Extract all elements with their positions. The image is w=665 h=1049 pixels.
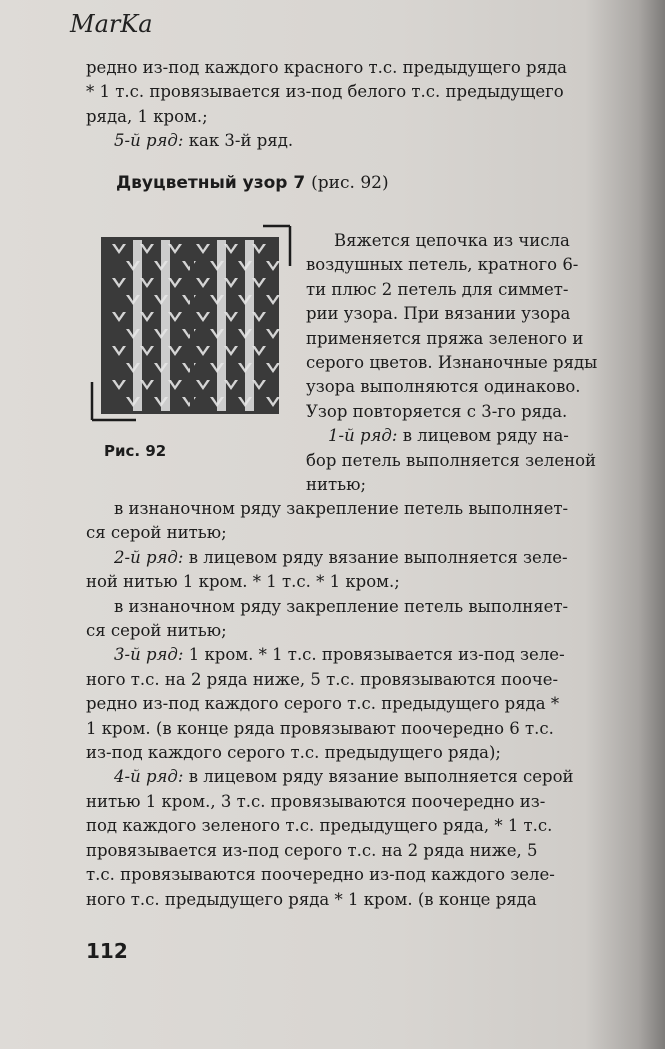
text-line: ной нитью 1 кром. * 1 т.с. * 1 кром.; bbox=[86, 572, 400, 592]
text-line: серого цветов. Изнаночные ряды bbox=[306, 353, 598, 373]
row-label: 1-й ряд: bbox=[328, 426, 398, 446]
pattern-name: Двуцветный узор 7 bbox=[116, 173, 306, 193]
rows-body bbox=[86, 497, 614, 912]
row-label: 2-й ряд: bbox=[114, 547, 184, 567]
text-line: ряда, 1 кром.; bbox=[86, 106, 208, 126]
knitting-pattern-figure bbox=[88, 222, 293, 422]
text-line: провязывается из-под серого т.с. на 2 ряда ниже, 5 bbox=[86, 840, 538, 860]
row-3-instruction bbox=[86, 643, 614, 667]
row-label: 3-й ряд: bbox=[114, 645, 184, 665]
row-label: 4-й ряд: bbox=[114, 767, 184, 787]
row-4-instruction bbox=[86, 765, 614, 789]
text-line: в изнаночном ряду закрепление петель выполняет- bbox=[114, 499, 569, 518]
row-1-instruction bbox=[306, 424, 614, 448]
row-text: в лицевом ряду вязание выполняется зеле- bbox=[183, 547, 568, 567]
text-line: под каждого зеленого т.с. предыдущего ряда, * 1 т.с. bbox=[86, 816, 553, 836]
row-label: 5-й ряд: bbox=[114, 131, 184, 151]
text-line: 1 кром. (в конце ряда провязывают поочередно 6 т.с. bbox=[86, 718, 554, 738]
row-5-instruction bbox=[86, 129, 614, 153]
text-line: бор петель выполняется зеленой bbox=[306, 450, 597, 470]
watermark-signature: MarKa bbox=[70, 10, 153, 38]
top-paragraph bbox=[86, 56, 614, 154]
row-text: как 3-й ряд. bbox=[183, 131, 294, 151]
text-line: редно из-под каждого серого т.с. предыдущего ряда * bbox=[86, 694, 560, 714]
text-line: ного т.с. на 2 ряда ниже, 5 т.с. провязываются пооче- bbox=[86, 669, 559, 689]
row-2-instruction bbox=[86, 546, 614, 570]
text-line: ти плюс 2 петель для симмет- bbox=[306, 279, 569, 299]
text-line: из-под каждого серого т.с. предыдущего ряда); bbox=[86, 743, 501, 763]
text-line: рии узора. При вязании узора bbox=[306, 304, 571, 324]
page-number: 112 bbox=[86, 939, 128, 963]
text-line: т.с. провязываются поочередно из-под каждого зеле- bbox=[86, 865, 555, 885]
text-line: Вяжется цепочка из числа bbox=[334, 231, 570, 250]
text-line: узора выполняются одинаково. bbox=[306, 377, 581, 397]
text-line: * 1 т.с. провязывается из-под белого т.с. предыдущего bbox=[86, 82, 564, 102]
row-text: в лицевом ряду вязание выполняется серой bbox=[183, 767, 574, 787]
text-line: ся серой нитью; bbox=[86, 523, 227, 543]
text-line: нитью; bbox=[306, 475, 367, 495]
intro-paragraph bbox=[306, 229, 614, 497]
text-line: ся серой нитью; bbox=[86, 621, 227, 641]
figure-reference: (рис. 92) bbox=[311, 173, 389, 193]
row-text: в лицевом ряду на- bbox=[397, 426, 569, 446]
text-line: редно из-под каждого красного т.с. предыдущего ряда bbox=[86, 58, 568, 77]
text-line: ного т.с. предыдущего ряда * 1 кром. (в конце ряда bbox=[86, 889, 537, 909]
row-text: 1 кром. * 1 т.с. провязывается из-под зеле- bbox=[183, 645, 565, 665]
section-title bbox=[116, 173, 389, 193]
text-line: нитью 1 кром., 3 т.с. провязываются поочередно из- bbox=[86, 791, 546, 811]
text-line: воздушных петель, кратного 6- bbox=[306, 255, 579, 275]
swatch-divider bbox=[190, 240, 194, 411]
figure-caption: Рис. 92 bbox=[104, 442, 167, 460]
text-line: Узор повторяется с 3-го ряда. bbox=[306, 401, 568, 421]
text-line: применяется пряжа зеленого и bbox=[306, 328, 584, 348]
text-line: в изнаночном ряду закрепление петель выполняет- bbox=[114, 596, 569, 616]
